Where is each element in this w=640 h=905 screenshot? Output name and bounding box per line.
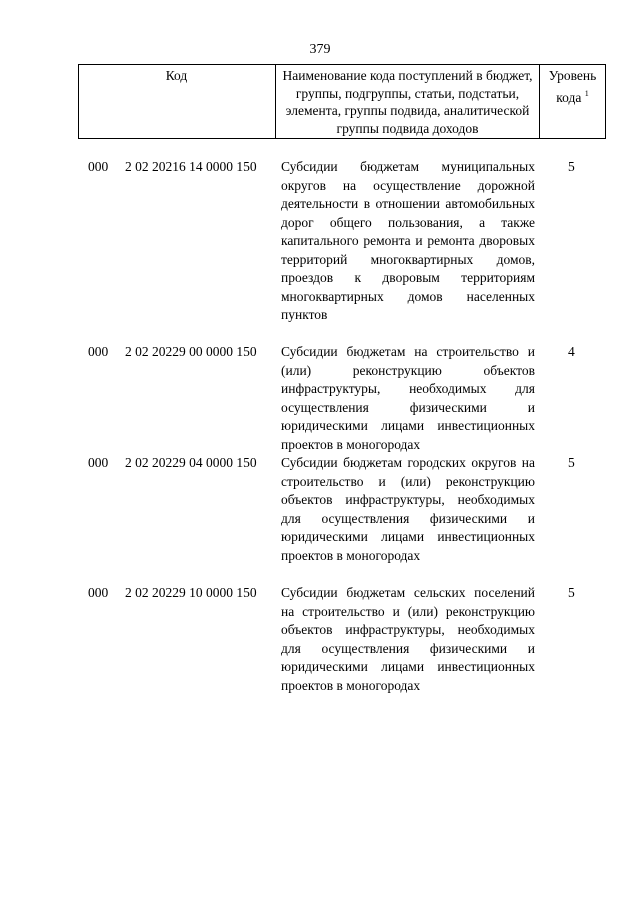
revenue-description: Субсидии бюджетам городских округов на строительство и (или) реконструкцию объектов инфраструктуры, необходимых для осуществления физическими и юридическими лицами инвестиционных проектов в моногородах: [281, 455, 535, 563]
header-name: Наименование кода поступлений в бюджет, группы, подгруппы, статьи, подстатьи, элемента, группы подвида, аналитической группы подвида доходов: [282, 68, 533, 136]
code-level: 4: [568, 344, 575, 359]
revenue-description: Субсидии бюджетам на строительство и (или) реконструкцию объектов инфраструктуры, необходимых для осуществления физическими и юридическими лицами инвестиционных проектов в моногородах: [281, 344, 535, 452]
table-header: [78, 64, 606, 139]
revenue-code: 2 02 20229 10 0000 150: [125, 585, 257, 600]
code-level: 5: [568, 159, 575, 174]
revenue-description: Субсидии бюджетам сельских поселений на строительство и (или) реконструкцию объектов инфраструктуры, необходимых для осуществления физическими и юридическими лицами инвестиционных проектов в моногородах: [281, 585, 535, 693]
code-level: 5: [568, 585, 575, 600]
admin-code: 000: [88, 585, 109, 600]
admin-code: 000: [88, 455, 109, 470]
header-level-footnote: 1: [584, 88, 589, 98]
page-number: 379: [309, 42, 331, 57]
code-level: 5: [568, 455, 575, 470]
revenue-code: 2 02 20229 00 0000 150: [125, 344, 257, 359]
header-level-label: Уровень кода: [548, 68, 597, 105]
header-code: Код: [165, 68, 188, 83]
admin-code: 000: [88, 159, 109, 174]
header-level: [540, 67, 605, 106]
admin-code: 000: [88, 344, 109, 359]
revenue-code: 2 02 20229 04 0000 150: [125, 455, 257, 470]
revenue-code: 2 02 20216 14 0000 150: [125, 159, 257, 174]
revenue-description: Субсидии бюджетам муниципальных округов на осуществление дорожной деятельности в отношении автомобильных дорог общего пользования, а также капитального ремонта и ремонта дворовых территорий многоквартирных домов, проездов к дворовым территориям многоквартирных домов населенных пунктов: [281, 159, 535, 322]
header-divider: [605, 65, 606, 138]
